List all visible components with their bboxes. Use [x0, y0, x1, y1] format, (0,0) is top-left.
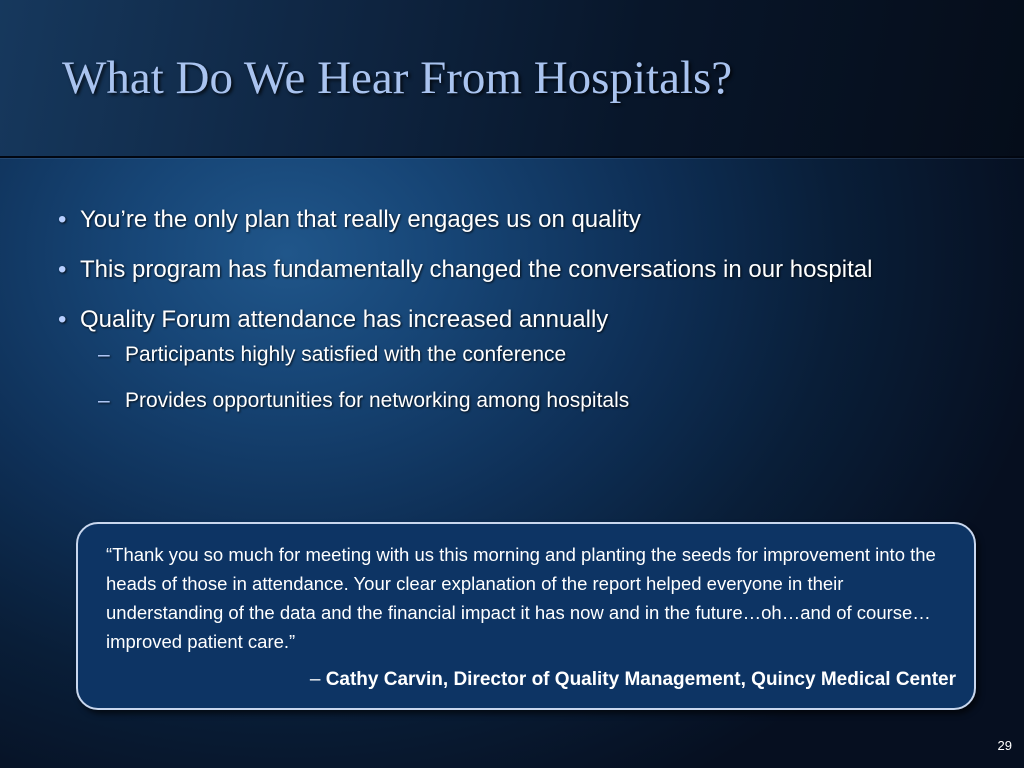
bullet-item — [58, 302, 963, 416]
title-bar — [0, 0, 1024, 158]
bullet-text: You’re the only plan that really engages us on quality — [80, 206, 641, 233]
sub-bullet-marker: – — [98, 343, 110, 366]
sub-bullet-text: Provides opportunities for networking among hospitals — [125, 389, 630, 412]
slide-title: What Do We Hear From Hospitals? — [62, 52, 733, 104]
bullet-list — [58, 202, 963, 432]
attribution-name: Cathy Carvin, Director of Quality Management, Quincy Medical Center — [325, 669, 956, 690]
sub-bullet-list — [80, 340, 963, 416]
bullet-text: This program has fundamentally changed the conversations in our hospital — [80, 256, 873, 283]
sub-bullet-marker: – — [98, 389, 110, 412]
bullet-text: Quality Forum attendance has increased annually — [80, 306, 609, 333]
sub-bullet-item — [80, 340, 963, 370]
bullet-marker: • — [58, 306, 67, 333]
sub-bullet-item — [80, 386, 963, 416]
testimonial-box — [76, 522, 976, 710]
attribution-dash: – — [309, 669, 326, 690]
testimonial-attribution — [106, 667, 956, 693]
sub-bullet-text: Participants highly satisfied with the conference — [125, 343, 567, 366]
bullet-marker: • — [58, 256, 67, 283]
bullet-item — [58, 252, 963, 287]
bullet-marker: • — [58, 206, 67, 233]
testimonial-quote: “Thank you so much for meeting with us this morning and planting the seeds for improvement into the heads of those in attendance. Your clear explanation of the report helped everyone in their understanding of the data and the financial impact it has now and in the future…oh…and of course…improved patient care.” — [106, 544, 936, 652]
slide-number: 29 — [997, 738, 1012, 753]
bullet-item — [58, 202, 963, 237]
